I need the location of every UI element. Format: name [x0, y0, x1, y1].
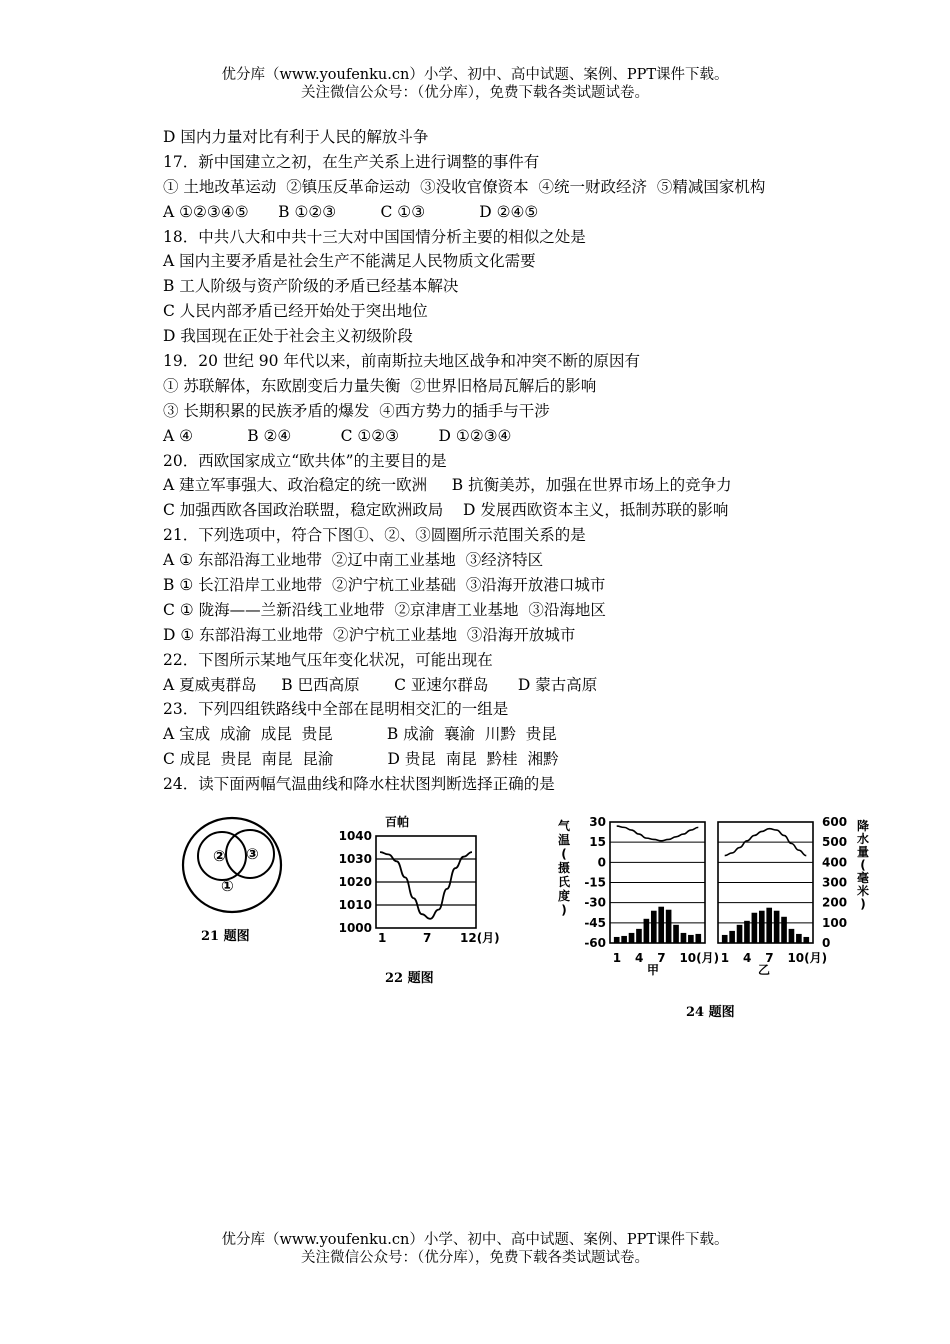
precip-bar [737, 925, 743, 943]
text-line: C ① 陇海——兰新沿线工业地带 ②京津唐工业基地 ③沿海地区 [163, 600, 606, 619]
text-line: 19．20 世纪 90 年代以来，前南斯拉夫地区战争和冲突不断的原因有 [163, 352, 640, 371]
precip-bar [614, 937, 620, 943]
panel-label-yi: 乙 [758, 963, 771, 977]
text-line: C 加强西欧各国政治联盟，稳定欧洲政局 D 发展西欧资本主义，抵制苏联的影响 [163, 501, 729, 520]
figure-22 [330, 812, 510, 992]
precip-tick: 0 [822, 936, 831, 950]
x-tick: 10(月) [679, 951, 720, 965]
temp-tick: 15 [589, 835, 606, 850]
right-axis-title-char: 米 [856, 884, 870, 898]
y-tick: 1030 [338, 852, 372, 866]
left-axis-title-char: 气 [557, 819, 571, 833]
precip-bar [752, 913, 758, 943]
text-line: ① 苏联解体，东欧剧变后力量失衡 ②世界旧格局瓦解后的影响 [163, 376, 597, 395]
text-line: B ① 长江沿岸工业地带 ②沪宁杭工业基础 ③沿海开放港口城市 [163, 576, 606, 595]
page-footer [0, 1231, 950, 1267]
x-tick: 1 [720, 951, 730, 965]
precip-tick: 100 [822, 915, 848, 930]
text-line: D 国内力量对比有利于人民的解放斗争 [163, 128, 429, 146]
right-axis-title-char: ( [860, 858, 866, 872]
precip-bar [658, 907, 664, 943]
y-tick: 1040 [338, 829, 372, 843]
x-tick: 4 [634, 951, 644, 965]
precip-tick: 300 [822, 875, 848, 890]
label-circle-2: ② [213, 847, 226, 865]
precip-bar [766, 908, 772, 943]
precip-bar [796, 934, 802, 943]
x-tick-1: 1 [378, 931, 387, 945]
text-line: B 工人阶级与资产阶级的矛盾已经基本解决 [163, 277, 459, 296]
precip-bar [759, 911, 765, 943]
precip-tick: 600 [822, 815, 848, 829]
precip-bar [636, 929, 642, 943]
precip-tick: 200 [822, 895, 848, 910]
panel-yi [718, 822, 827, 965]
left-axis-title-char: 氏 [557, 875, 571, 889]
footer-line-2: 关注微信公众号：（优分库），免费下载各类试题试卷。 [301, 1250, 649, 1266]
text-line: ③ 长期积累的民族矛盾的爆发 ④西方势力的插手与干涉 [163, 401, 550, 420]
y-tick: 1020 [338, 875, 372, 889]
pressure-curve [380, 852, 472, 919]
page-header [0, 66, 950, 102]
left-axis-title-char: 度 [557, 889, 571, 903]
precip-bar [781, 917, 787, 943]
left-axis-title-char: 摄 [557, 861, 571, 875]
precip-bar [744, 921, 750, 943]
text-line: ① 土地改革运动 ②镇压反革命运动 ③没收官僚资本 ④统一财政经济 ⑤精减国家机构 [163, 177, 766, 196]
temp-tick: 0 [597, 855, 606, 870]
text-line: D ① 东部沿海工业地带 ②沪宁杭工业基地 ③沿海开放城市 [163, 625, 576, 644]
text-line: 20．西欧国家成立“欧共体”的主要目的是 [163, 451, 447, 470]
figure-24 [550, 810, 895, 1025]
label-circle-3: ③ [246, 845, 259, 863]
precip-bar [629, 933, 635, 943]
x-tick-7: 7 [423, 931, 432, 945]
precip-bar [644, 919, 650, 943]
caption-22: 22 题图 [385, 971, 434, 986]
precip-bar [695, 934, 701, 943]
precip-bar [722, 935, 728, 943]
right-axis-title-char: 毫 [856, 871, 870, 885]
precip-tick: 500 [822, 835, 848, 850]
text-line: C 成昆 贵昆 南昆 昆渝 D 贵昆 南昆 黔桂 湘黔 [163, 750, 559, 769]
x-tick: 4 [742, 951, 752, 965]
right-axis-title-char: 降 [856, 819, 870, 833]
precip-bar [688, 935, 694, 943]
header-line-1: 优分库（www.youfenku.cn）小学、初中、高中试题、案例、PPT课件下载。 [221, 67, 729, 83]
y-tick: 1000 [338, 921, 372, 935]
precip-bar [621, 936, 627, 943]
right-axis-title-char: 水 [856, 832, 870, 846]
label-circle-1: ① [221, 877, 234, 895]
left-axis-title-char: ( [561, 847, 567, 861]
text-line: A ① 东部沿海工业地带 ②辽中南工业基地 ③经济特区 [163, 551, 544, 570]
x-tick: 1 [612, 951, 622, 965]
precip-bar [666, 910, 672, 943]
precip-bar [651, 911, 657, 943]
temp-tick: -30 [584, 895, 606, 910]
precip-bar [673, 925, 679, 943]
text-line: A 国内主要矛盾是社会生产不能满足人民物质文化需要 [163, 252, 536, 271]
temp-tick: -60 [584, 936, 606, 950]
x-tick-12: 12(月) [460, 931, 500, 945]
temperature-curve [617, 826, 699, 841]
caption-24: 24 题图 [686, 1005, 735, 1020]
x-tick: 10(月) [787, 951, 828, 965]
temp-tick: 30 [589, 815, 606, 829]
text-line: 21．下列选项中，符合下图①、②、③圆圈所示范围关系的是 [163, 526, 586, 545]
x-tick: 7 [765, 951, 774, 965]
precip-bar [681, 933, 687, 943]
text-line: 17．新中国建立之初，在生产关系上进行调整的事件有 [163, 152, 540, 171]
text-line: A 夏威夷群岛 B 巴西高原 C 亚速尔群岛 D 蒙古高原 [163, 675, 598, 694]
text-line: A ④ B ②④ C ①②③ D ①②③④ [163, 426, 512, 445]
text-line: 23．下列四组铁路线中全部在昆明相交汇的一组是 [163, 700, 509, 719]
header-line-2: 关注微信公众号：（优分库），免费下载各类试题试卷。 [301, 85, 649, 101]
text-line: 24．读下面两幅气温曲线和降水柱状图判断选择正确的是 [163, 775, 555, 794]
right-axis-title-char: ) [860, 897, 866, 911]
figure-21 [175, 815, 295, 950]
left-axis-title-char: 温 [557, 833, 571, 847]
precip-bar [789, 929, 795, 943]
caption-21: 21 题图 [201, 929, 250, 944]
text-line: A ①②③④⑤ B ①②③ C ①③ D ②④⑤ [163, 202, 539, 221]
text-line: 22．下图所示某地气压年变化状况，可能出现在 [163, 650, 493, 669]
left-axis-title-char: ) [561, 903, 567, 917]
panel-jia [610, 822, 719, 965]
y-tick: 1010 [338, 898, 372, 912]
text-line: A 建立军事强大、政治稳定的统一欧洲 B 抗衡美苏，加强在世界市场上的竞争力 [163, 476, 732, 495]
pressure-unit: 百帕 [385, 815, 410, 829]
text-line: C 人民内部矛盾已经开始处于突出地位 [163, 302, 428, 321]
outer-circle [183, 818, 281, 912]
footer-line-1: 优分库（www.youfenku.cn）小学、初中、高中试题、案例、PPT课件下载。 [221, 1232, 729, 1248]
text-line: D 我国现在正处于社会主义初级阶段 [163, 327, 413, 346]
text-line: 18．中共八大和中共十三大对中国国情分析主要的相似之处是 [163, 227, 586, 246]
precip-bar [729, 931, 735, 943]
precip-bar [774, 911, 780, 943]
text-line: A 宝成 成渝 成昆 贵昆 B 成渝 襄渝 川黔 贵昆 [163, 725, 557, 744]
question-text [163, 125, 863, 797]
temp-tick: -45 [584, 915, 606, 930]
panel-label-jia: 甲 [647, 963, 660, 977]
temp-tick: -15 [584, 875, 606, 890]
precip-bar [803, 937, 809, 943]
precip-tick: 400 [822, 855, 848, 870]
x-tick: 7 [657, 951, 666, 965]
right-axis-title-char: 量 [856, 845, 870, 859]
